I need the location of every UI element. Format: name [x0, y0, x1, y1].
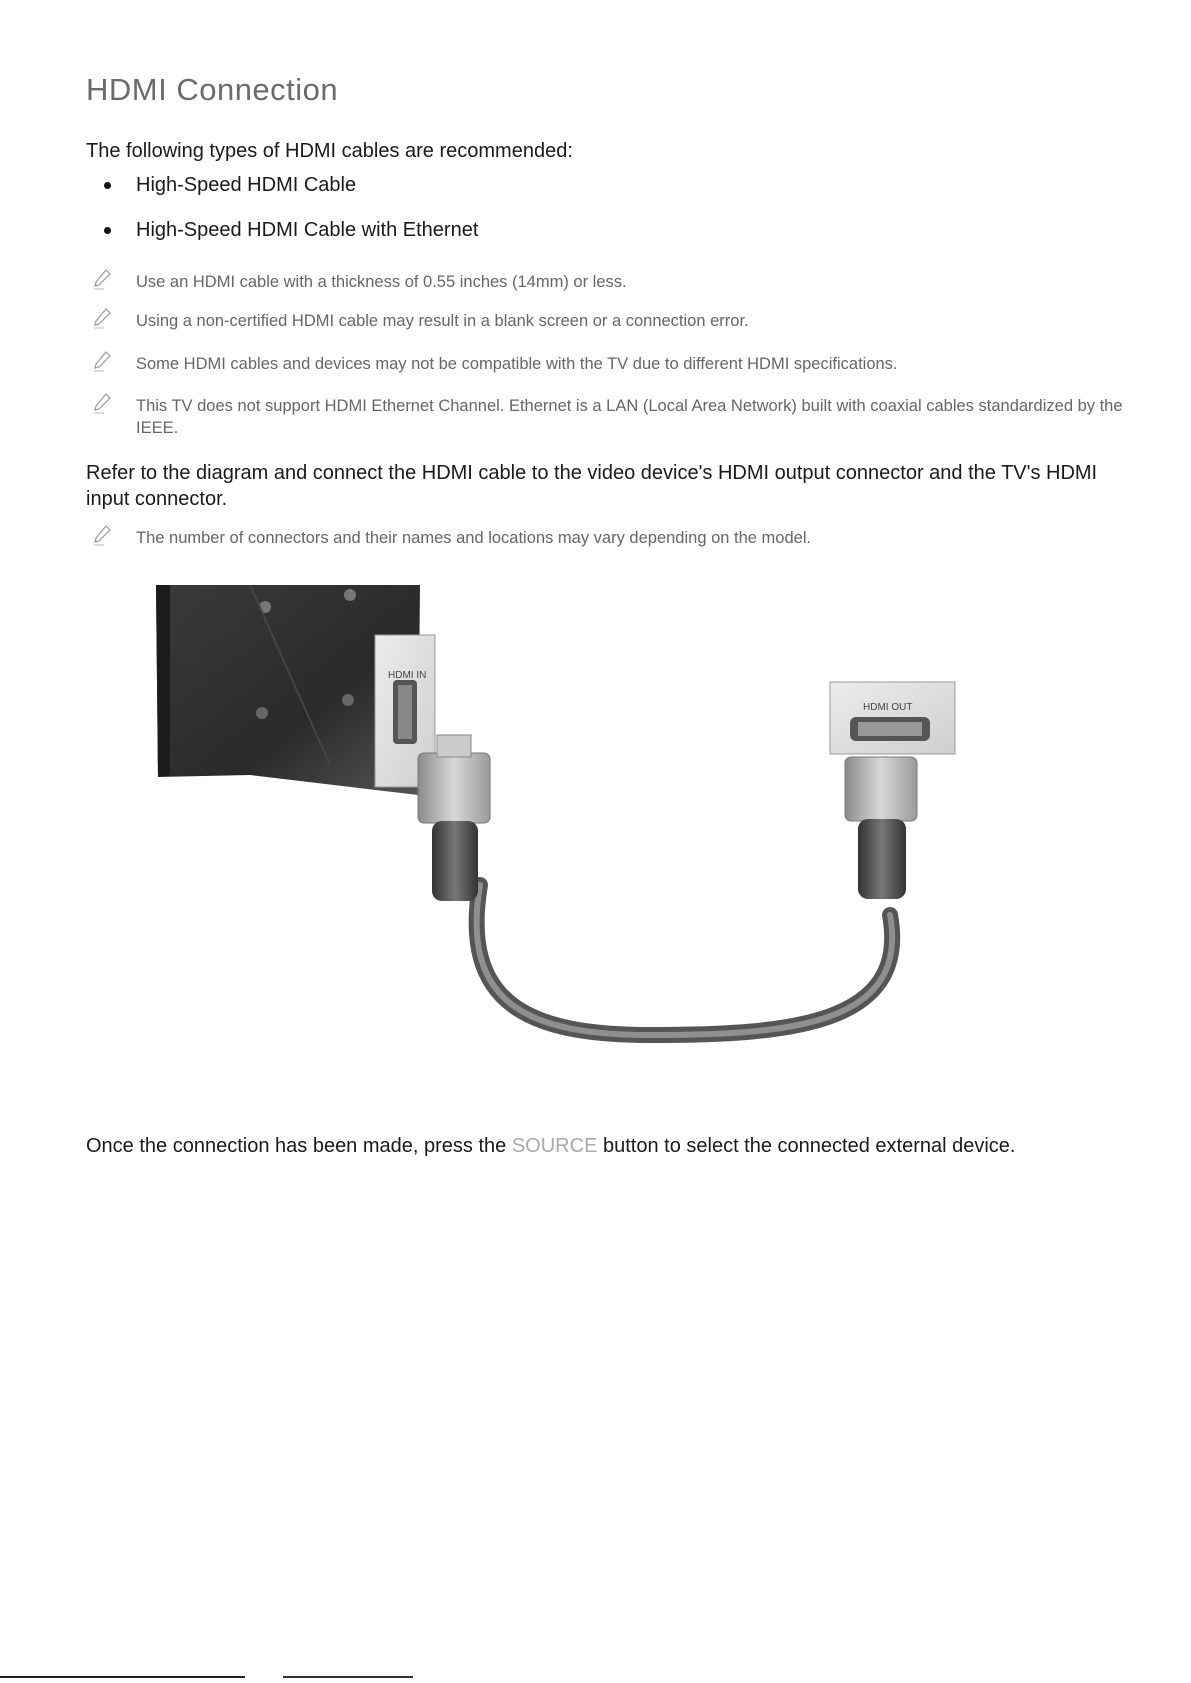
note-text: Use an HDMI cable with a thickness of 0.55 inches (14mm) or less. — [136, 273, 627, 291]
list-item — [86, 217, 478, 243]
pencil-icon — [92, 308, 112, 330]
note-text: Some HDMI cables and devices may not be compatible with the TV due to different HDMI specifications. — [136, 355, 898, 373]
list-item-label: High-Speed HDMI Cable — [136, 174, 357, 196]
hdmi-plug-left — [418, 735, 490, 901]
footer-rule-short — [283, 1676, 413, 1678]
list-item-label: High-Speed HDMI Cable with Ethernet — [136, 219, 479, 241]
hdmi-plug-right — [845, 757, 917, 899]
note-non-certified — [86, 310, 1126, 332]
pencil-icon — [92, 525, 112, 547]
hdmi-cable — [477, 885, 893, 1035]
source-key-label: SOURCE — [511, 1135, 598, 1157]
note-text: Using a non-certified HDMI cable may result in a blank screen or a connection error. — [136, 312, 749, 330]
note-ethernet — [86, 395, 1126, 439]
closing-text-end: button to select the connected external device. — [597, 1135, 1016, 1157]
note-compatibility — [86, 353, 1126, 375]
footer-rule — [0, 1676, 245, 1678]
pencil-icon — [92, 393, 112, 415]
note-text: This TV does not support HDMI Ethernet Channel. Ethernet is a LAN (Local Area Network) built with coaxial cables standardized by the IEEE. — [136, 397, 1123, 437]
hdmi-out-label: HDMI OUT — [863, 702, 913, 713]
hdmi-connection-diagram — [150, 585, 1030, 1110]
intro-text: The following types of HDMI cables are recommended: — [86, 140, 573, 162]
hdmi-out-port-panel — [830, 682, 955, 754]
note-cable-thickness — [86, 271, 1126, 293]
list-item — [86, 172, 478, 198]
instruction-text: Refer to the diagram and connect the HDMI cable to the video device's HDMI output connector and the TV's HDMI input connector. — [86, 462, 1098, 510]
pencil-icon — [92, 351, 112, 373]
pencil-icon — [92, 269, 112, 291]
hdmi-in-label: HDMI IN — [388, 670, 427, 681]
note-connectors — [86, 527, 1126, 549]
closing-text — [86, 1133, 1106, 1160]
bullet-icon — [104, 227, 111, 234]
cable-type-list — [86, 172, 478, 262]
closing-text-start: Once the connection has been made, press the — [86, 1135, 512, 1157]
note-text: The number of connectors and their names and locations may vary depending on the model. — [136, 529, 812, 547]
page-title: HDMI Connection — [86, 72, 339, 107]
bullet-icon — [104, 182, 111, 189]
